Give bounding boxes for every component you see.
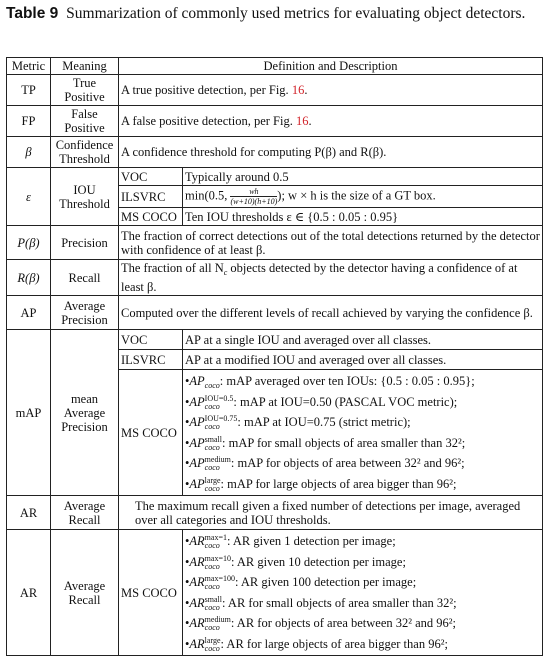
definition-cell: Typically around 0.5 [183, 168, 543, 186]
table-row [7, 260, 543, 296]
metric-cell: TP [7, 75, 51, 106]
header-definition: Definition and Description [119, 58, 543, 75]
dataset-cell: MS COCO [119, 370, 183, 496]
map-metric-description: : mAP averaged over ten IOUs: {0.5 : 0.05 : 0.95}; [219, 374, 475, 388]
ar-metric-item [185, 634, 540, 655]
header-row [7, 58, 543, 75]
bullet-icon: • [185, 476, 190, 491]
bullet-icon: • [185, 636, 190, 651]
definition-cell: Ten IOU thresholds ε ∈ {0.5 : 0.05 : 0.95} [183, 208, 543, 226]
fraction-denominator: (w+10)(h+10) [230, 197, 278, 206]
header-metric: Metric [7, 58, 51, 75]
ar-coco-list [185, 531, 540, 654]
map-metric-item [185, 433, 540, 454]
table-label: Table 9 [6, 5, 59, 22]
definition-text: A false positive detection, per Fig. [121, 114, 293, 128]
ar-metric-item [185, 613, 540, 634]
dataset-cell: VOC [119, 330, 183, 350]
ar-metric-symbol: AR [189, 616, 205, 630]
table-row [7, 226, 543, 260]
fraction [230, 187, 277, 206]
ar-metric-description: : AR for small objects of area smaller than 32²; [222, 595, 457, 610]
dataset-cell: ILSVRC [119, 350, 183, 370]
metric-cell: mAP [7, 330, 51, 496]
table-row [7, 296, 543, 330]
ar-metric-item [185, 593, 540, 614]
dataset-cell: ILSVRC [119, 186, 183, 208]
map-metric-superscript: IOU=0.75 [204, 414, 238, 424]
ar-metric-symbol: AR [189, 554, 205, 569]
definition-cell: AP at a modified IOU and averaged over all classes. [183, 350, 543, 370]
map-metric-scripts [205, 374, 220, 390]
map-metric-symbol: AP [189, 435, 205, 450]
table-row [7, 137, 543, 168]
ar-metric-scripts [205, 616, 231, 632]
map-metric-description: : mAP for large objects of area bigger than 96²; [220, 476, 457, 491]
map-metric-item [185, 371, 540, 392]
map-metric-item [185, 412, 540, 433]
definition-text: The fraction of all N [121, 261, 224, 275]
meaning-cell: Average Precision [51, 296, 119, 330]
bullet-icon: • [185, 554, 190, 569]
map-metric-symbol: AP [189, 394, 205, 409]
map-metric-description: : mAP at IOU=0.50 (PASCAL VOC metric); [233, 394, 458, 409]
metric-cell: FP [7, 106, 51, 137]
map-metric-scripts [205, 477, 221, 493]
definition-cell [119, 106, 543, 137]
ar-metric-superscript: small [204, 594, 223, 604]
table-row [7, 106, 543, 137]
ar-metric-scripts [205, 637, 221, 653]
ar-metric-description: : AR for objects of area between 32² and 96²; [230, 616, 457, 630]
ar-metric-superscript: medium [204, 615, 231, 625]
ar-metric-subscript: coco [204, 602, 220, 612]
map-metric-superscript: medium [204, 455, 231, 465]
metric-cell: P(β) [7, 226, 51, 260]
map-metric-scripts [205, 436, 222, 452]
table-row [7, 330, 543, 350]
definition-text: objects detected by the detector having a confidence of at least β. [121, 261, 518, 294]
bullet-icon: • [185, 394, 190, 409]
ar-metric-symbol: AR [189, 534, 205, 548]
bullet-icon: • [185, 534, 190, 548]
map-metric-symbol: AP [189, 374, 205, 388]
meaning-cell: Average Recall [51, 530, 119, 656]
bullet-icon: • [185, 595, 190, 610]
metric-cell: AR [7, 530, 51, 656]
map-metric-subscript: coco [204, 401, 220, 411]
map-metric-scripts [205, 456, 231, 472]
metric-cell: AR [7, 496, 51, 530]
map-metric-description: : mAP for small objects of area smaller than 32²; [222, 435, 466, 450]
ar-metric-scripts [205, 534, 227, 550]
map-metric-subscript: coco [204, 483, 220, 493]
definition-cell: AP at a single IOU and averaged over all classes. [183, 330, 543, 350]
meaning-cell: IOU Threshold [51, 168, 119, 226]
definition-list-cell [183, 530, 543, 656]
fraction-numerator: wh [230, 187, 277, 197]
ar-metric-description: : AR given 10 detection per image; [230, 554, 406, 569]
definition-subscript: c [223, 268, 228, 277]
ar-metric-subscript: coco [204, 541, 220, 551]
formula-prefix: min(0.5, [185, 188, 228, 203]
definition-cell: The fraction of correct detections out of the total detections returned by the detector with confidence of at least β. [119, 226, 543, 260]
definition-cell: The maximum recall given a fixed number of detections per image, averaged over all categories and IOU thresholds. [119, 496, 543, 530]
map-metric-subscript: coco [204, 381, 220, 391]
formula-suffix: ); w × h is the size of a GT box. [277, 188, 436, 203]
map-metric-scripts [205, 395, 234, 411]
definition-end: . [304, 83, 308, 97]
ar-metric-symbol: AR [189, 595, 205, 610]
ar-metric-item [185, 572, 540, 593]
ar-metric-subscript: coco [204, 643, 220, 653]
header-meaning: Meaning [51, 58, 119, 75]
meaning-cell: Recall [51, 260, 119, 296]
map-metric-symbol: AP [189, 476, 205, 491]
ar-metric-scripts [205, 575, 235, 591]
ar-metric-superscript: large [204, 635, 221, 645]
map-metric-description: : mAP at IOU=0.75 (strict metric); [237, 415, 411, 429]
bullet-icon: • [185, 575, 190, 589]
definition-cell [119, 75, 543, 106]
map-metric-item [185, 474, 540, 495]
table-row [7, 496, 543, 530]
meaning-cell: Precision [51, 226, 119, 260]
table-row [7, 168, 543, 186]
meaning-cell: mean Average Precision [51, 330, 119, 496]
map-coco-list [185, 371, 540, 494]
ar-metric-subscript: coco [204, 623, 220, 633]
bullet-icon: • [185, 456, 190, 470]
ar-metric-symbol: AR [189, 575, 205, 589]
figure-ref-link[interactable]: 16 [295, 114, 309, 128]
ar-metric-description: : AR given 1 detection per image; [226, 534, 396, 548]
bullet-icon: • [185, 435, 190, 450]
metric-cell: ε [7, 168, 51, 226]
ar-metric-superscript: max=1 [204, 533, 227, 543]
meaning-cell: True Positive [51, 75, 119, 106]
metric-cell: AP [7, 296, 51, 330]
meaning-cell: False Positive [51, 106, 119, 137]
metrics-table [6, 57, 543, 656]
map-metric-item [185, 392, 540, 413]
figure-ref-link[interactable]: 16 [291, 83, 305, 97]
ar-metric-item [185, 552, 540, 573]
map-metric-item [185, 453, 540, 474]
ar-metric-description: : AR for large objects of area bigger than 96²; [220, 636, 448, 651]
map-metric-symbol: AP [189, 415, 205, 429]
ar-metric-scripts [205, 555, 231, 571]
map-metric-superscript: small [204, 434, 223, 444]
map-metric-subscript: coco [204, 442, 220, 452]
ar-metric-superscript: max=100 [204, 574, 235, 584]
table-row [7, 75, 543, 106]
definition-list-cell [183, 370, 543, 496]
ar-metric-superscript: max=10 [204, 553, 231, 563]
meaning-cell: Confidence Threshold [51, 137, 119, 168]
bullet-icon: • [185, 374, 190, 388]
ar-metric-item [185, 531, 540, 552]
ar-metric-subscript: coco [204, 582, 220, 592]
dataset-cell: MS COCO [119, 208, 183, 226]
dataset-cell: MS COCO [119, 530, 183, 656]
meaning-cell: Average Recall [51, 496, 119, 530]
table-caption-text: Summarization of commonly used metrics for evaluating object detectors. [66, 5, 526, 22]
map-metric-description: : mAP for objects of area between 32² and 96²; [230, 456, 465, 470]
definition-cell [119, 260, 543, 296]
metric-cell: β [7, 137, 51, 168]
table-row [7, 530, 543, 656]
definition-cell [183, 186, 543, 208]
ar-metric-description: : AR given 100 detection per image; [234, 575, 417, 589]
map-metric-symbol: AP [189, 456, 205, 470]
map-metric-scripts [205, 415, 238, 431]
table-caption [6, 4, 544, 24]
map-metric-subscript: coco [204, 463, 220, 473]
definition-cell: Computed over the different levels of recall achieved by varying the confidence β. [119, 296, 543, 330]
bullet-icon: • [185, 616, 190, 630]
bullet-icon: • [185, 415, 190, 429]
map-metric-superscript: IOU=0.5 [204, 393, 234, 403]
map-metric-superscript: large [204, 475, 221, 485]
metric-cell: R(β) [7, 260, 51, 296]
definition-end: . [308, 114, 312, 128]
definition-text: A true positive detection, per Fig. [121, 83, 289, 97]
definition-cell: A confidence threshold for computing P(β) and R(β). [119, 137, 543, 168]
ar-metric-symbol: AR [189, 636, 205, 651]
dataset-cell: VOC [119, 168, 183, 186]
ar-metric-scripts [205, 596, 222, 612]
ar-metric-subscript: coco [204, 561, 220, 571]
map-metric-subscript: coco [204, 422, 220, 432]
